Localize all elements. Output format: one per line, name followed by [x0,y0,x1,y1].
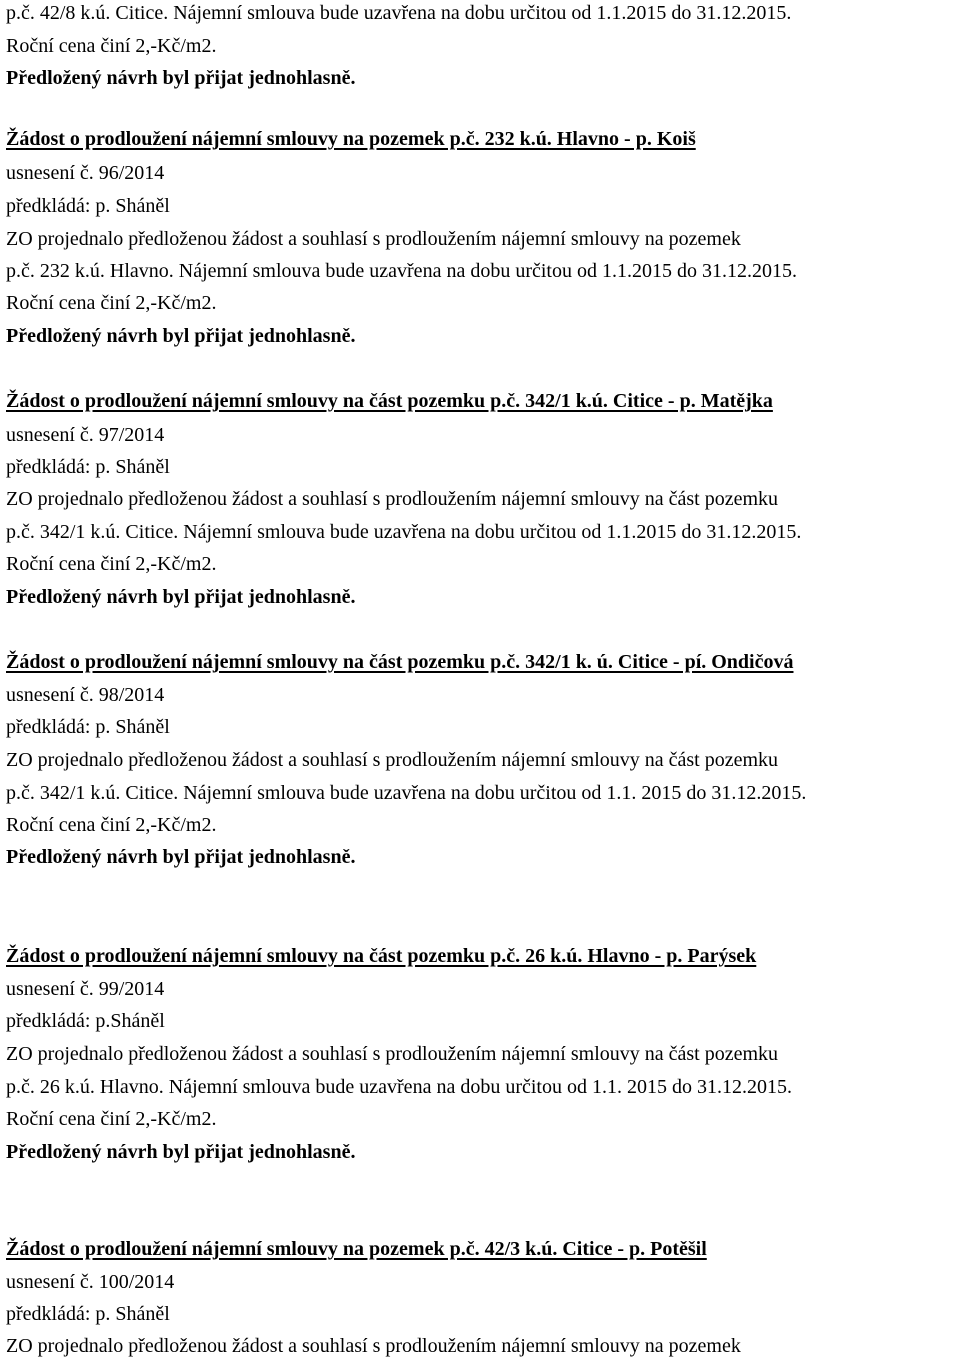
section-text: p.č. 342/1 k.ú. Citice. Nájemní smlouva bude uzavřena na dobu určitou od 1.1. 2015 do 31.12.2015. [6,782,807,804]
resolution-number: usnesení č. 100/2014 [6,1271,175,1293]
section-heading: Žádost o prodloužení nájemní smlouvy na část pozemku p.č. 342/1 k.ú. Citice - p. Matějka [6,390,773,412]
intro-text: p.č. 42/8 k.ú. Citice. Nájemní smlouva bude uzavřena na dobu určitou od 1.1.2015 do 31.12.2015. [6,2,792,24]
section-text: p.č. 232 k.ú. Hlavno. Nájemní smlouva bude uzavřena na dobu určitou od 1.1.2015 do 31.12.2015. [6,260,797,282]
section-heading: Žádost o prodloužení nájemní smlouvy na část pozemku p.č. 342/1 k. ú. Citice - pí. Ondičová [6,651,794,673]
presenter: předkládá: p. Sháněl [6,456,170,478]
section-heading: Žádost o prodloužení nájemní smlouvy na pozemek p.č. 42/3 k.ú. Citice - p. Potěšil [6,1238,707,1260]
section-text: ZO projednalo předloženou žádost a souhlasí s prodloužením nájemní smlouvy na pozemek [6,228,741,250]
section-text: ZO projednalo předloženou žádost a souhlasí s prodloužením nájemní smlouvy na pozemek [6,1335,741,1357]
section-heading: Žádost o prodloužení nájemní smlouvy na pozemek p.č. 232 k.ú. Hlavno - p. Koiš [6,128,696,150]
presenter: předkládá: p.Sháněl [6,1010,165,1032]
section-price: Roční cena činí 2,-Kč/m2. [6,292,217,314]
presenter: předkládá: p. Sháněl [6,1303,170,1325]
resolution-number: usnesení č. 97/2014 [6,424,165,446]
section-text: p.č. 342/1 k.ú. Citice. Nájemní smlouva bude uzavřena na dobu určitou od 1.1.2015 do 31.12.2015. [6,521,802,543]
section-heading: Žádost o prodloužení nájemní smlouvy na část pozemku p.č. 26 k.ú. Hlavno - p. Parýsek [6,945,757,967]
section-text: ZO projednalo předloženou žádost a souhlasí s prodloužením nájemní smlouvy na část pozemku [6,749,779,771]
intro-price: Roční cena činí 2,-Kč/m2. [6,35,217,57]
section-text: ZO projednalo předloženou žádost a souhlasí s prodloužením nájemní smlouvy na část pozemku [6,1043,779,1065]
section-price: Roční cena činí 2,-Kč/m2. [6,1108,217,1130]
section-price: Roční cena činí 2,-Kč/m2. [6,553,217,575]
resolution-number: usnesení č. 96/2014 [6,162,165,184]
section-text: p.č. 26 k.ú. Hlavno. Nájemní smlouva bude uzavřena na dobu určitou od 1.1. 2015 do 31.12.2015. [6,1076,792,1098]
section-result: Předložený návrh byl přijat jednohlasně. [6,325,356,347]
section-result: Předložený návrh byl přijat jednohlasně. [6,586,356,608]
section-text: ZO projednalo předloženou žádost a souhlasí s prodloužením nájemní smlouvy na část pozemku [6,488,779,510]
section-price: Roční cena činí 2,-Kč/m2. [6,814,217,836]
intro-result: Předložený návrh byl přijat jednohlasně. [6,67,356,89]
resolution-number: usnesení č. 98/2014 [6,684,165,706]
section-result: Předložený návrh byl přijat jednohlasně. [6,846,356,868]
presenter: předkládá: p. Sháněl [6,716,170,738]
section-result: Předložený návrh byl přijat jednohlasně. [6,1141,356,1163]
presenter: předkládá: p. Sháněl [6,195,170,217]
resolution-number: usnesení č. 99/2014 [6,978,165,1000]
